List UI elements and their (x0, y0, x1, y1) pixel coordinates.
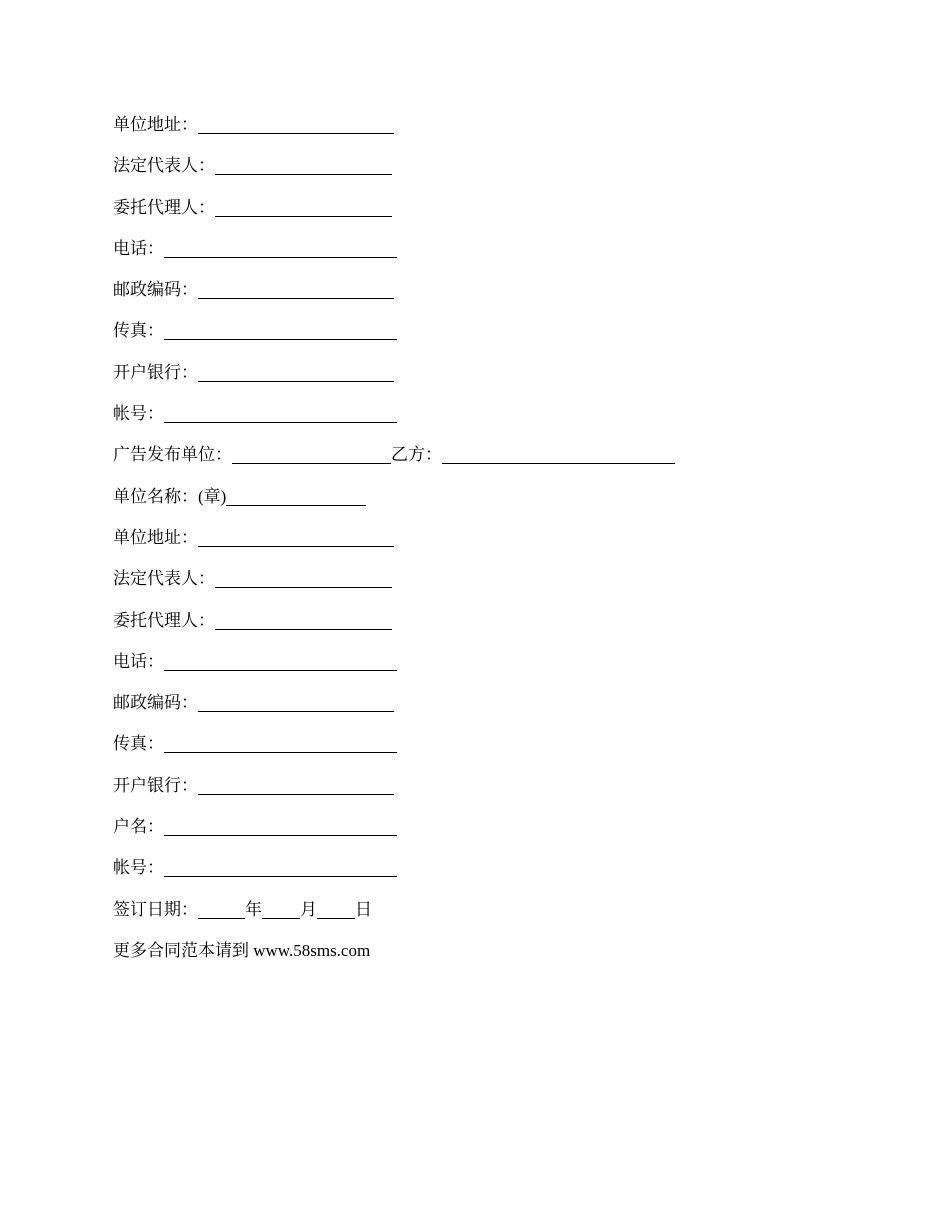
account-label: 帐号： (113, 858, 164, 878)
month-blank[interactable] (262, 898, 300, 919)
account-name-label: 户名： (113, 817, 164, 837)
legal-rep-label: 法定代表人： (113, 569, 215, 589)
postcode-blank[interactable] (198, 691, 394, 712)
party-a-fax-line (113, 318, 853, 359)
bank-label: 开户银行： (113, 362, 198, 382)
party-b-publisher-line (113, 442, 853, 483)
day-blank[interactable] (317, 898, 355, 919)
party-b-bank-line (113, 773, 853, 814)
party-b-agent-line (113, 608, 853, 649)
company-name-blank[interactable] (226, 485, 366, 506)
agent-label: 委托代理人： (113, 197, 215, 217)
day-label: 日 (355, 899, 372, 919)
postcode-label: 邮政编码： (113, 280, 198, 300)
account-name-blank[interactable] (164, 815, 397, 836)
account-blank[interactable] (164, 402, 397, 423)
party-a-bank-line (113, 360, 853, 401)
party-b-legal-rep-line (113, 566, 853, 607)
year-blank[interactable] (198, 898, 245, 919)
party-a-account-line (113, 401, 853, 442)
party-a-agent-line (113, 195, 853, 236)
legal-rep-blank[interactable] (215, 154, 392, 175)
party-b-blank[interactable] (442, 443, 675, 464)
agent-blank[interactable] (215, 196, 392, 217)
agent-blank[interactable] (215, 609, 392, 630)
address-label: 单位地址： (113, 527, 198, 547)
party-a-postcode-line (113, 277, 853, 318)
account-label: 帐号： (113, 404, 164, 424)
month-label: 月 (300, 899, 317, 919)
signing-date-label: 签订日期： (113, 899, 198, 919)
contract-signature-section (113, 112, 853, 979)
postcode-label: 邮政编码： (113, 693, 198, 713)
party-b-phone-line (113, 649, 853, 690)
phone-blank[interactable] (164, 237, 397, 258)
address-blank[interactable] (198, 113, 394, 134)
account-blank[interactable] (164, 856, 397, 877)
address-label: 单位地址： (113, 115, 198, 134)
bank-label: 开户银行： (113, 775, 198, 795)
bank-blank[interactable] (198, 774, 394, 795)
fax-label: 传真： (113, 321, 164, 341)
party-b-fax-line (113, 731, 853, 772)
party-a-address-line (113, 112, 853, 153)
publisher-blank[interactable] (232, 443, 391, 464)
bank-blank[interactable] (198, 361, 394, 382)
fax-blank[interactable] (164, 319, 397, 340)
phone-label: 电话： (113, 238, 164, 258)
party-b-account-name-line (113, 814, 853, 855)
fax-blank[interactable] (164, 732, 397, 753)
address-blank[interactable] (198, 526, 394, 547)
agent-label: 委托代理人： (113, 610, 215, 630)
year-label: 年 (245, 899, 262, 919)
footer-line (113, 938, 853, 979)
postcode-blank[interactable] (198, 278, 394, 299)
signing-date-line (113, 897, 853, 938)
footer-text: 更多合同范本请到 www.58sms.com (113, 940, 371, 960)
party-b-account-line (113, 855, 853, 896)
legal-rep-label: 法定代表人： (113, 156, 215, 176)
party-a-phone-line (113, 236, 853, 277)
legal-rep-blank[interactable] (215, 567, 392, 588)
publisher-label: 广告发布单位： (113, 445, 232, 465)
phone-label: 电话： (113, 651, 164, 671)
party-b-name-line (113, 484, 853, 525)
party-a-legal-rep-line (113, 153, 853, 194)
fax-label: 传真： (113, 734, 164, 754)
party-b-label: 乙方： (391, 445, 442, 465)
party-b-postcode-line (113, 690, 853, 731)
party-b-address-line (113, 525, 853, 566)
phone-blank[interactable] (164, 650, 397, 671)
company-name-label: 单位名称：(章) (113, 486, 227, 506)
